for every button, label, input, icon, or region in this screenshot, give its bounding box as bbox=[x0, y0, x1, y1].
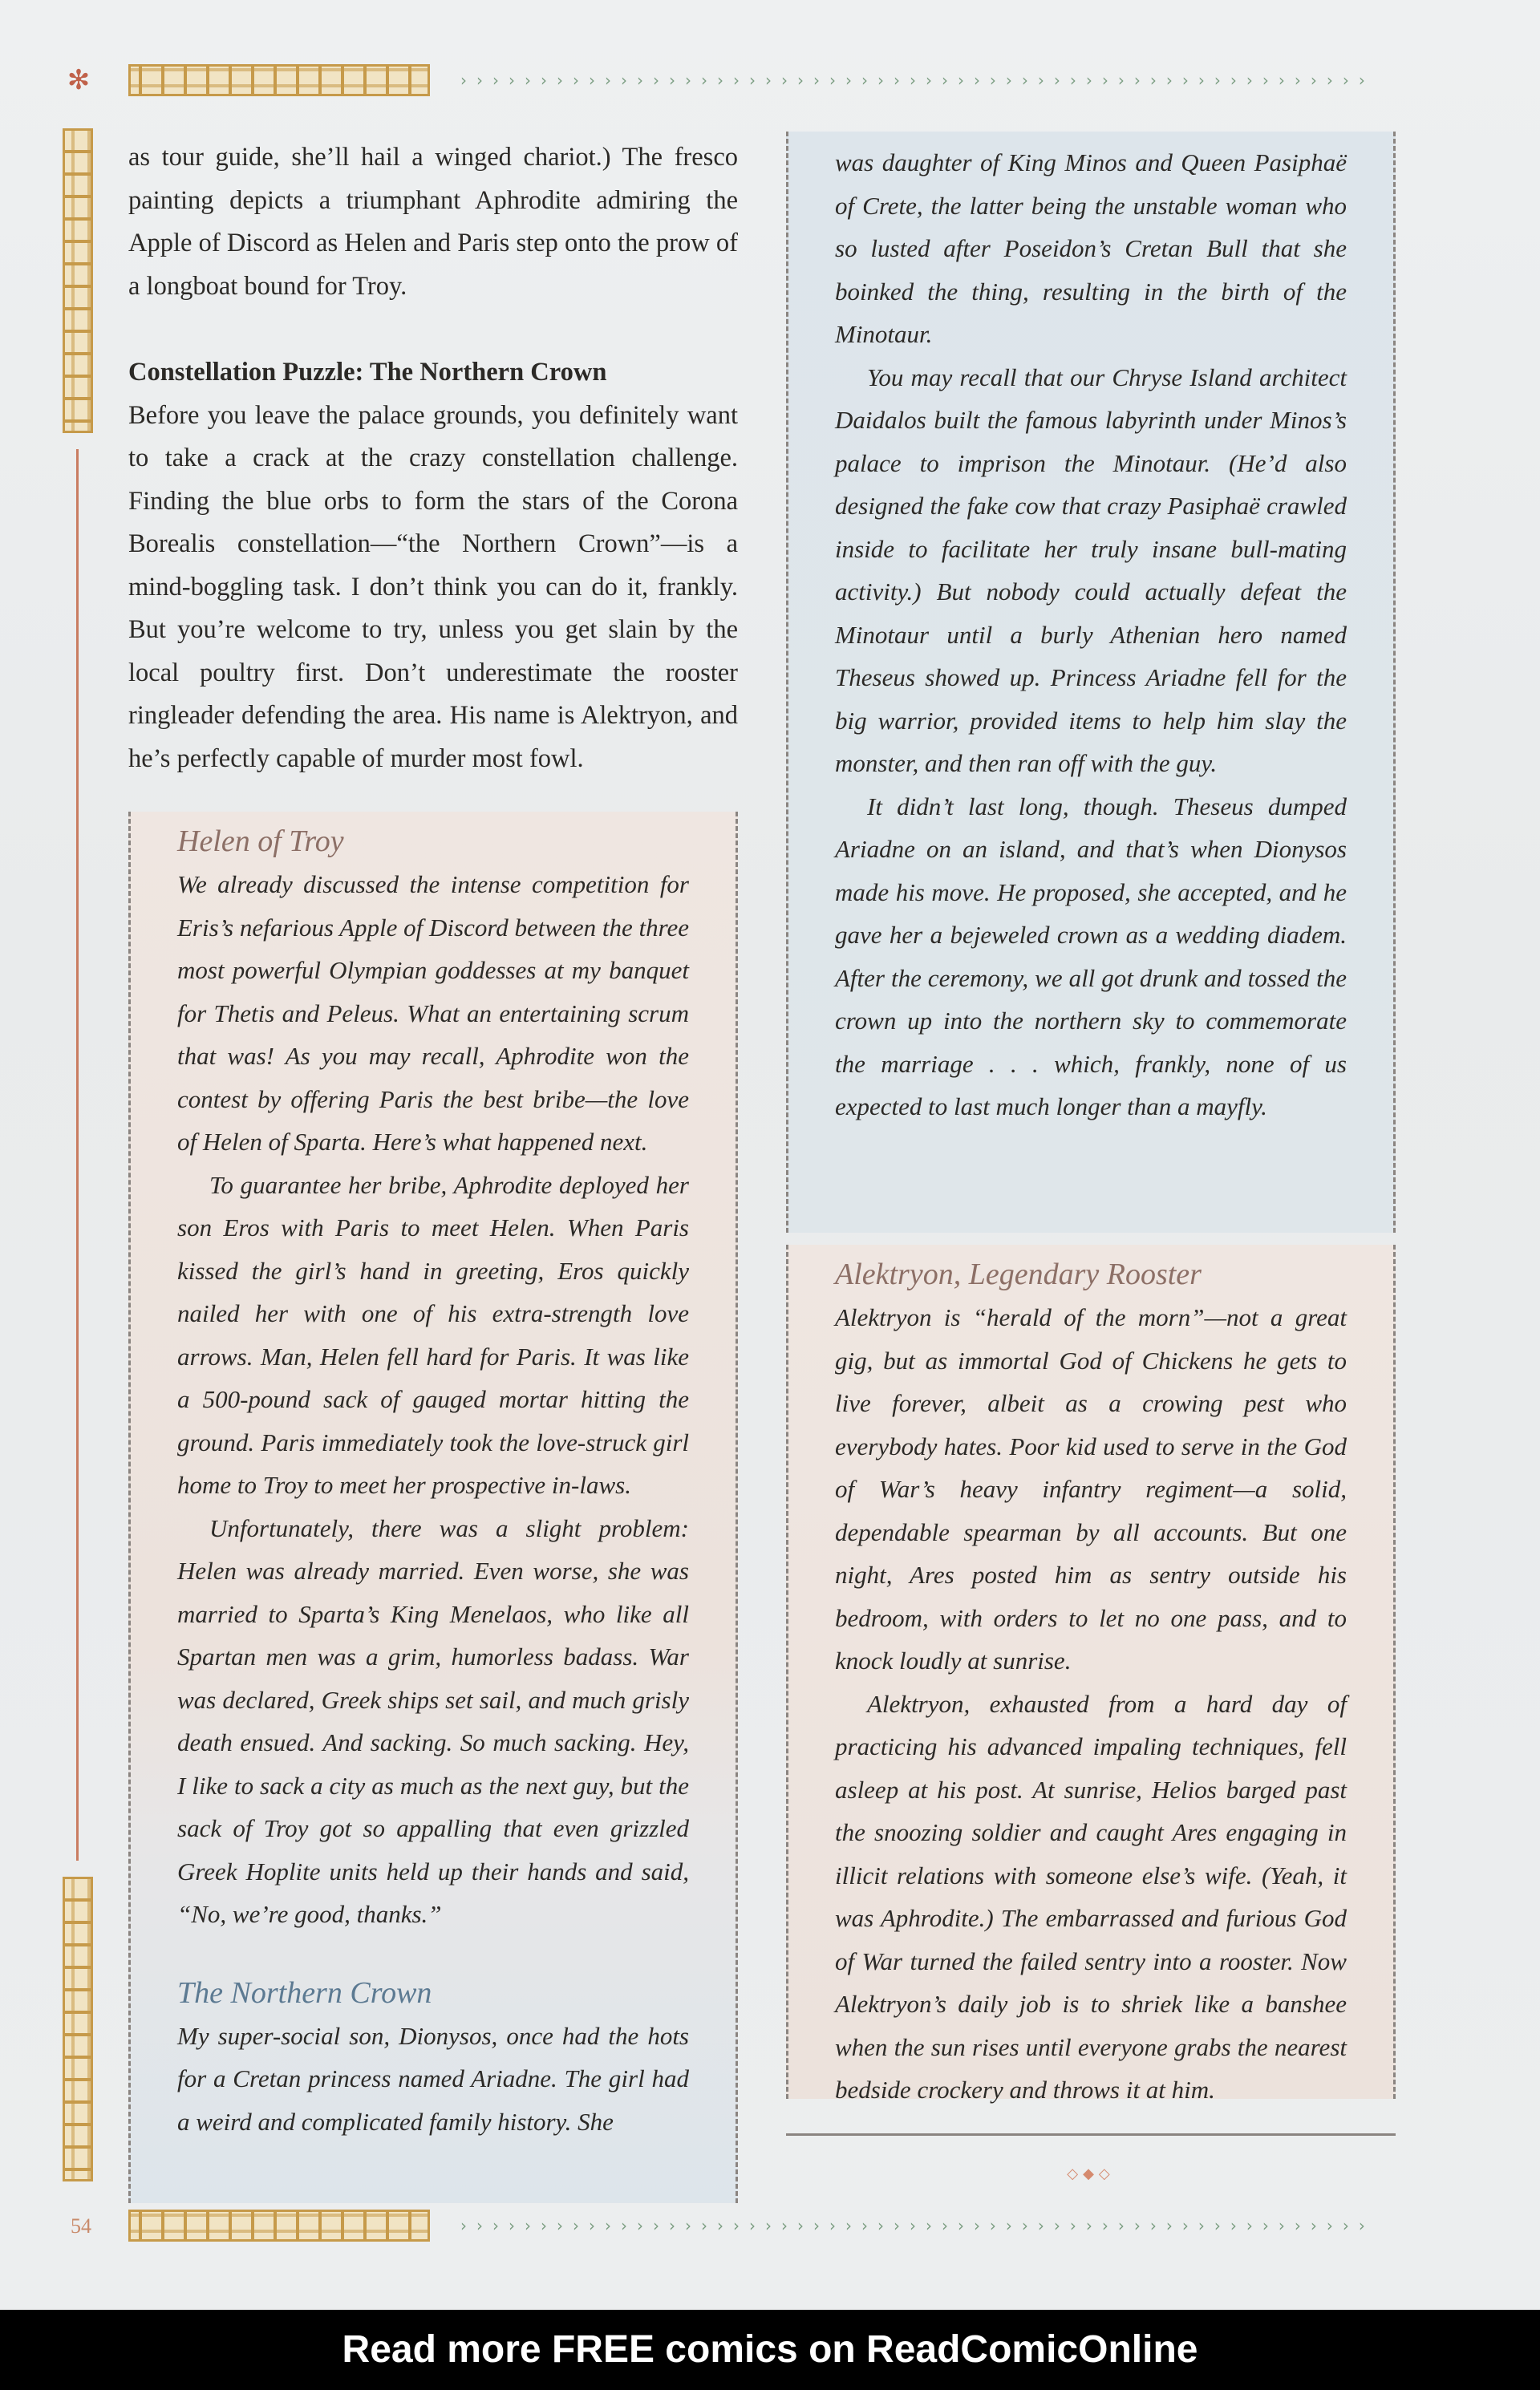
arrow-border: ››››››››››››››››››››››››››››››››››››››››››››››››››››››››› bbox=[460, 2218, 1375, 2234]
sidebar-paragraph: To guarantee her bribe, Aphrodite deployed her son Eros with Paris to meet Helen. When Paris kissed the girl’s hand in greeting, Eros quickly nailed her with one of his extra-strength love arrows. Man, Helen fell hard for Paris. It was like a 500-pound sack of gauged mortar hitting the ground. Paris immediately took the love-struck girl home to Troy to meet her prospective in-laws. bbox=[177, 1170, 689, 1499]
vertical-greek-key-bottom bbox=[63, 1877, 93, 2181]
vertical-greek-key-top bbox=[63, 128, 93, 433]
sidebar-paragraph: Alektryon is “herald of the morn”—not a great gig, but as immortal God of Chickens he gets to live forever, albeit as a crowing pest who everybody hates. Poor kid used to serve in the God of War’s heavy infantry regiment—a solid, dependable spearman by all accounts. But one night, Ares posted him as sentry outside his bedroom, with orders to let no one pass, and to knock loudly at sunrise. bbox=[835, 1303, 1347, 1675]
sidebar-paragraph: My super-social son, Dionysos, once had the hots for a Cretan princess named Ariadne. The girl had a weird and complicated family history. She bbox=[177, 2021, 689, 2136]
puzzle-paragraph: Before you leave the palace grounds, you definitely want to take a crack at the crazy constellation challenge. Finding the blue orbs to form the stars of the Corona Borealis constellation—“the Northern Crown”—is a mind-boggling task. I don’t think you can do it, frankly. But you’re welcome to try, unless you get slain by the local poultry first. Don’t underestimate the rooster ringleader defending the area. His name is Alektryon, and he’s perfectly capable of murder most fowl. bbox=[128, 400, 738, 773]
sidebar-alektryon bbox=[786, 1245, 1396, 2104]
diamond-ornament: ◇◆◇ bbox=[1067, 2165, 1115, 2182]
footer-ornament bbox=[0, 2210, 1540, 2245]
puzzle-heading: Constellation Puzzle: The Northern Crown bbox=[128, 358, 607, 387]
sidebar-paragraph: was daughter of King Minos and Queen Pasiphaë of Crete, the latter being the unstable woman who so lusted after Poseidon’s Cretan Bull that she boinked the thing, resulting in the birth of the Minotaur. bbox=[835, 148, 1347, 348]
sidebar-helen-of-troy bbox=[128, 812, 738, 2203]
intro-paragraph: as tour guide, she’ll hail a winged chariot.) The fresco painting depicts a triumphant Aphrodite admiring the Apple of Discord as Helen and Paris step onto the prow of a longboat bound for Troy. bbox=[128, 143, 738, 301]
page-number: 54 bbox=[71, 2214, 91, 2238]
sidebar-paragraph: Unfortunately, there was a slight problem: Helen was already married. Even worse, she was married to Sparta’s King Menelaos, who like all Spartan men was a grim, humorless badass. War was declared, Greek ships set sail, and much grisly death ensued. And sacking. So much sacking. Hey, I like to sack a city as much as the next guy, but the sack of Troy got so appalling that even grizzled Greek Hoplite units held up their hands and said, “No, we’re good, thanks.” bbox=[177, 1513, 689, 1928]
promo-banner-text[interactable]: Read more FREE comics on ReadComicOnline bbox=[342, 2328, 1198, 2371]
sidebar-northern-crown-continued bbox=[786, 132, 1396, 1233]
sidebar-paragraph: It didn’t last long, though. Theseus dumped Ariadne on an island, and that’s when Dionysos made his move. He proposed, she accepted, and he gave her a bejeweled crown as a wedding diadem. After the ceremony, we all got drunk and tossed the crown up into the northern sky to commemorate the marriage . . . which, frankly, none of us expected to last much longer than a mayfly. bbox=[835, 792, 1347, 1120]
margin-rule bbox=[76, 449, 79, 1861]
sidebar-title: Alektryon, Legendary Rooster bbox=[835, 1258, 1202, 1291]
sidebar-paragraph: Alektryon, exhausted from a hard day of practicing his advanced impaling techniques, fell asleep at his post. At sunrise, Helios barged past the snoozing soldier and caught Ares engaging in illicit relations with someone else’s wife. (Yeah, it was Aphrodite.) The embarrassed and furious God of War turned the failed sentry into a rooster. Now Alektryon’s daily job is to shriek like a banshee when the sun rises until everyone grabs the nearest bedside crockery and throws it at him. bbox=[835, 1689, 1347, 2104]
sidebar-paragraph: We already discussed the intense competition for Eris’s nefarious Apple of Discord between the three most powerful Olympian goddesses at my banquet for Thetis and Peleus. What an entertaining scrum that was! As you may recall, Aphrodite won the contest by offering Paris the best bribe—the love of Helen of Sparta. Here’s what happened next. bbox=[177, 870, 690, 1156]
header-ornament bbox=[0, 64, 1540, 99]
sidebar-title-northern-crown: The Northern Crown bbox=[177, 1975, 432, 2010]
promo-banner[interactable] bbox=[0, 2310, 1540, 2390]
sidebar-title: Helen of Troy bbox=[177, 824, 344, 858]
sidebar-paragraph: You may recall that our Chryse Island architect Daidalos built the famous labyrinth under Minos’s palace to imprison the Minotaur. (He’d also designed the fake cow that crazy Pasiphaë crawled inside to facilitate her truly insane bull-mating activity.) But nobody could actually defeat the Minotaur until a burly Athenian hero named Theseus showed up. Princess Ariadne fell for the big warrior, provided items to help him slay the monster, and then ran off with the guy. bbox=[835, 363, 1347, 777]
greek-key-band bbox=[128, 2210, 430, 2242]
main-text-column bbox=[128, 136, 738, 780]
flower-icon: ✻ bbox=[67, 64, 91, 96]
greek-key-band bbox=[128, 64, 430, 96]
arrow-border: ››››››››››››››››››››››››››››››››››››››››››››››››››››››››› bbox=[460, 72, 1375, 88]
sidebar-bottom-rule bbox=[786, 2133, 1396, 2136]
